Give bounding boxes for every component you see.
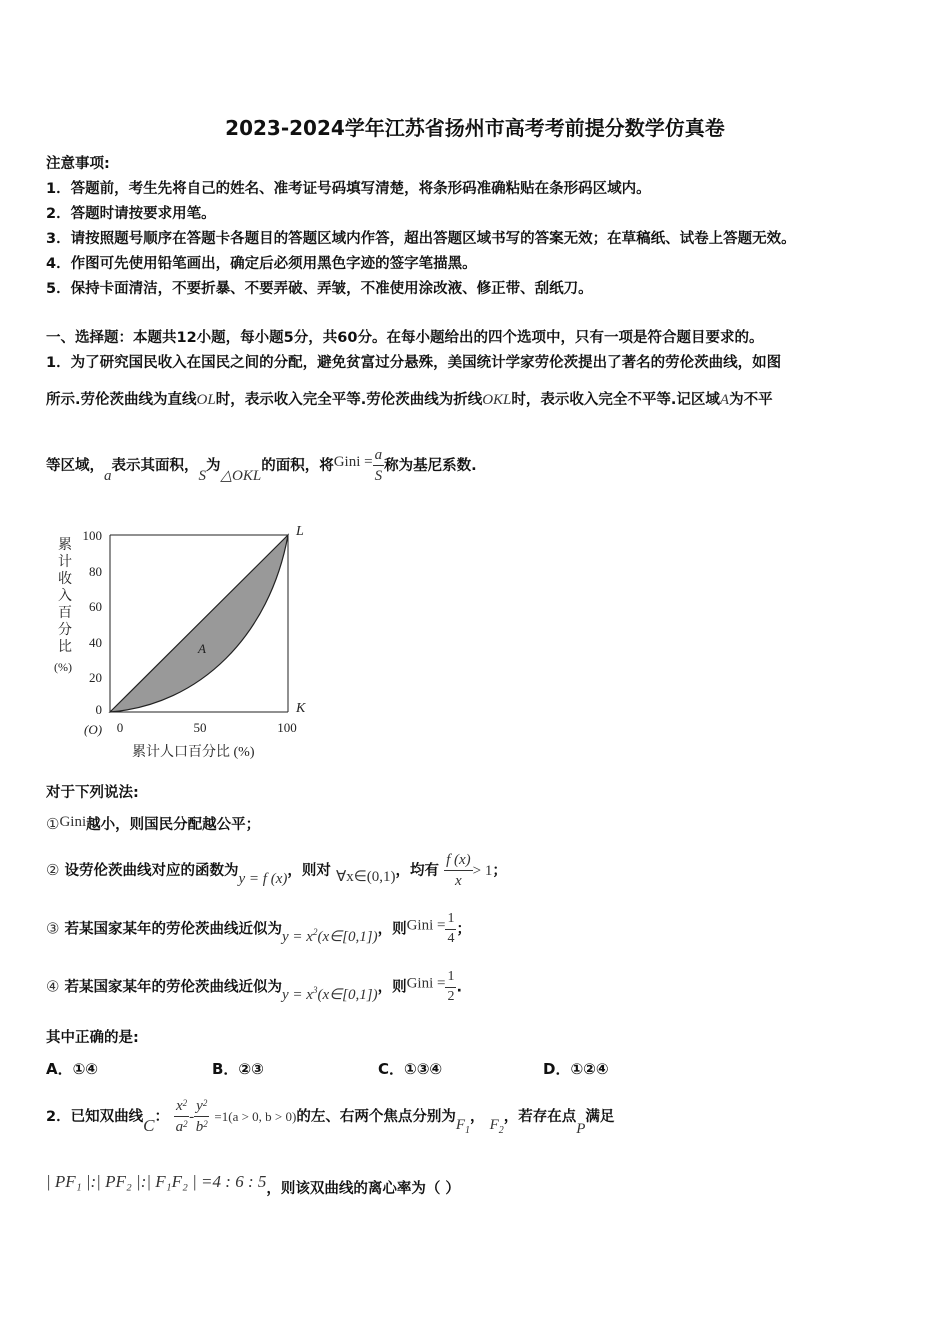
- svg-text:累: 累: [58, 538, 72, 553]
- notice-item: 1．答题前，考生先将自己的姓名、准考证号码填写清楚，将条形码准确粘贴在条形码区域内。: [46, 181, 651, 197]
- x-axis-label: 累计人口百分比 (%): [132, 745, 255, 760]
- question-prompt: 其中正确的是:: [46, 1030, 139, 1046]
- svg-text:入: 入: [58, 589, 72, 604]
- page-title: 2023-2024学年江苏省扬州市高考考前提分数学仿真卷: [225, 116, 725, 140]
- y-axis-label: [54, 537, 72, 674]
- q2-line2: | PF₁ |:| PF₂ |:| F₁F₂ | =4 : 6 : 5，则该双曲线的离心率为（ ）: [46, 1172, 460, 1197]
- q2-line1: 2．已知双曲线C： $\frac{x^2}{a^2}$ - $\frac{y^2}{b^2}$ =1(a > 0, b > 0)的左、右两个焦点分别为$F_1$， $F_2$，若存在点P满足: [46, 1098, 615, 1137]
- q1-line2: 所示.劳伦茨曲线为直线OL时，表示收入完全平等.劳伦茨曲线为折线OKL时，表示收入完全不平等.记区域A为不平: [46, 392, 773, 408]
- svg-text:计: 计: [58, 555, 72, 570]
- svg-text:比: 比: [58, 640, 72, 655]
- option-d[interactable]: D．①②④: [543, 1060, 609, 1078]
- svg-text:百: 百: [58, 606, 72, 621]
- statement-3: ③ 若某国家某年的劳伦茨曲线近似为$y = x^2(x\in[0,1])$，则Gini = $\frac{1}{4}$ ；: [46, 911, 471, 946]
- y-tick: 20: [89, 670, 102, 685]
- point-L: L: [296, 524, 304, 539]
- origin-label: (O): [84, 722, 103, 737]
- option-b[interactable]: B．②③: [212, 1060, 264, 1078]
- y-tick: 60: [89, 599, 102, 614]
- y-tick: 40: [89, 635, 102, 650]
- svg-text:(%): (%): [54, 660, 72, 674]
- statement-2: ② 设劳伦茨曲线对应的函数为y = f (x)，则对 ∀x∈(0,1)，均有 $\frac{f (x)}{x}$ > 1；: [46, 852, 507, 890]
- option-c[interactable]: C．①③④: [378, 1060, 443, 1078]
- notice-item: 3．请按照题号顺序在答题卡各题目的答题区域内作答，超出答题区域书写的答案无效；在草稿纸、试卷上答题无效。: [46, 231, 796, 247]
- statement-4: ④ 若某国家某年的劳伦茨曲线近似为$y = x^3(x\in[0,1])$，则Gini = $\frac{1}{2}$ .: [46, 969, 462, 1004]
- point-K: K: [296, 701, 306, 716]
- notice-heading: 注意事项:: [46, 156, 110, 172]
- q1-line3: 等区域，a表示其面积，S为△OKL的面积，将Gini = $\frac{a}{S}$ 称为基尼系数.: [46, 447, 477, 485]
- q1-line1: 1．为了研究国民收入在国民之间的分配，避免贫富过分悬殊，美国统计学家劳伦茨提出了著名的劳伦茨曲线，如图: [46, 355, 782, 371]
- statement-1: ①Gini越小，则国民分配越公平；: [46, 814, 261, 833]
- notice-item: 2．答题时请按要求用笔。: [46, 206, 216, 222]
- svg-text:收: 收: [58, 572, 72, 587]
- notice-item: 4．作图可先使用铅笔画出，确定后必须用黑色字迹的签字笔描黑。: [46, 256, 477, 272]
- y-tick: 80: [89, 564, 102, 579]
- x-tick: 50: [193, 720, 207, 735]
- y-tick: 0: [95, 702, 102, 717]
- lorenz-curve-figure: [40, 515, 330, 765]
- region-label-A: A: [198, 641, 206, 656]
- svg-text:分: 分: [58, 623, 72, 638]
- x-tick: 0: [116, 720, 124, 735]
- y-tick: 100: [82, 528, 102, 543]
- inequality-region-A: [110, 535, 288, 712]
- section-heading: 一、选择题：本题共12小题，每小题5分，共60分。在每小题给出的四个选项中，只有一项是符合题目要求的。: [46, 330, 764, 346]
- option-a[interactable]: A．①④: [46, 1060, 99, 1078]
- statements-prompt: 对于下列说法:: [46, 785, 139, 801]
- x-tick: 100: [277, 720, 297, 735]
- notice-item: 5．保持卡面清洁，不要折暴、不要弄破、弄皱，不准使用涂改液、修正带、刮纸刀。: [46, 281, 593, 297]
